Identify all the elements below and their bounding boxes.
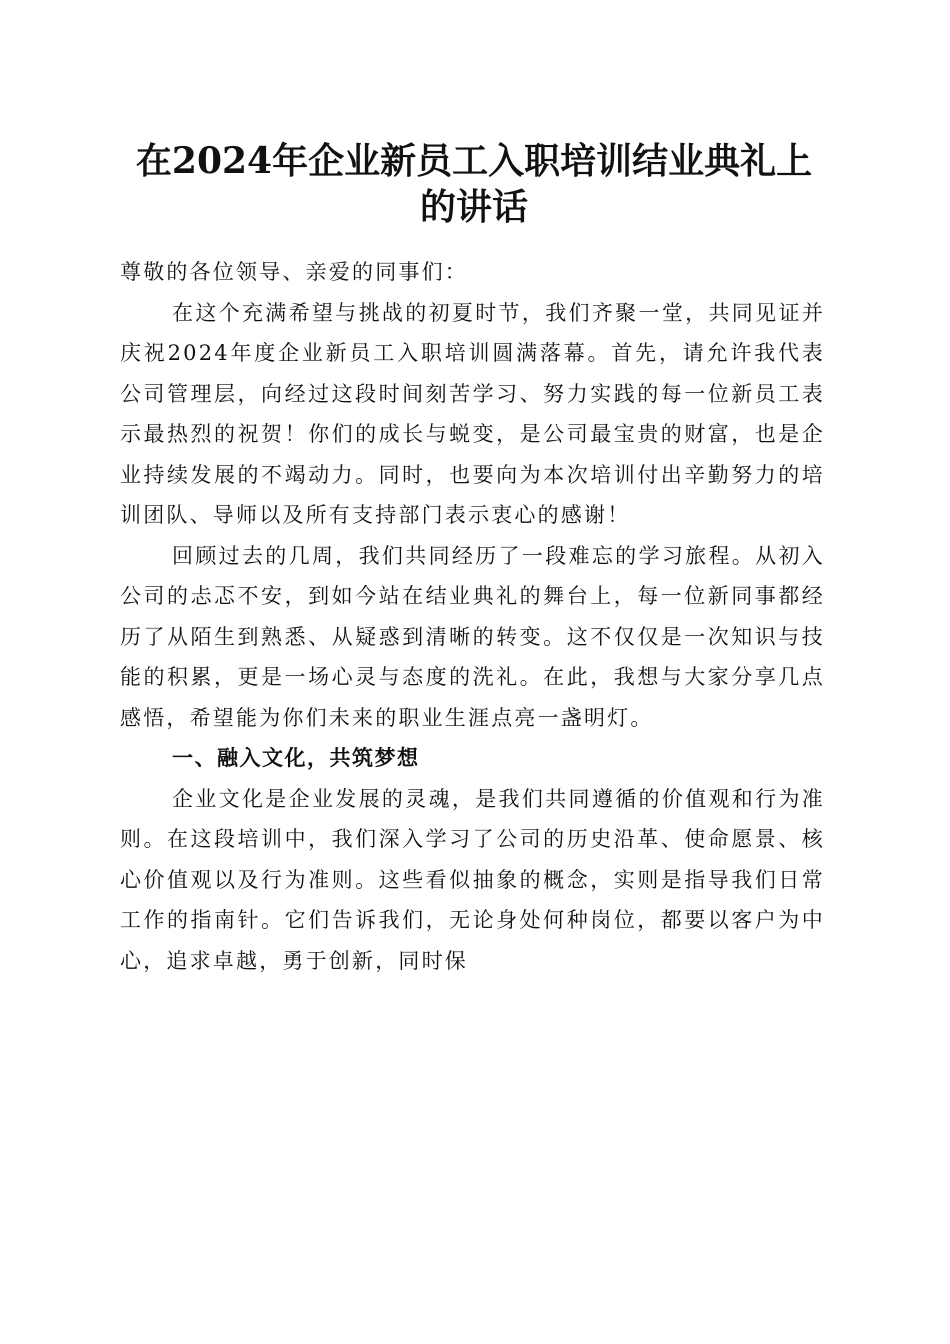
document-body xyxy=(120,252,825,981)
salutation: 尊敬的各位领导、亲爱的同事们： xyxy=(120,260,468,284)
section-heading: 一、融入文化，共筑梦想 xyxy=(172,746,420,770)
paragraph-culture: 企业文化是企业发展的灵魂，是我们共同遵循的价值观和行为准则。在这段培训中，我们深入学习了公司的历史沿革、使命愿景、核心价值观以及行为准则。这些看似抽象的概念，实则是指导我们日常工作的指南针。它们告诉我们，无论身处何种岗位，都要以客户为中心，追求卓越，勇于创新，同时保 xyxy=(120,786,825,973)
paragraph-opening: 在这个充满希望与挑战的初夏时节，我们齐聚一堂，共同见证并庆祝2024年度企业新员工入职培训圆满落幕。首先，请允许我代表公司管理层，向经过这段时间刻苦学习、努力实践的每一位新员工表示最热烈的祝贺！你们的成长与蜕变，是公司最宝贵的财富，也是企业持续发展的不竭动力。同时，也要向为本次培训付出辛勤努力的培训团队、导师以及所有支持部门表示衷心的感谢！ xyxy=(120,300,825,527)
document-title: 在2024年企业新员工入职培训结业典礼上的讲话 xyxy=(135,140,813,228)
paragraph-review: 回顾过去的几周，我们共同经历了一段难忘的学习旅程。从初入公司的忐忑不安，到如今站在结业典礼的舞台上，每一位新同事都经历了从陌生到熟悉、从疑惑到清晰的转变。这不仅仅是一次知识与技能的积累，更是一场心灵与态度的洗礼。在此，我想与大家分享几点感悟，希望能为你们未来的职业生涯点亮一盏明灯。 xyxy=(120,543,825,730)
